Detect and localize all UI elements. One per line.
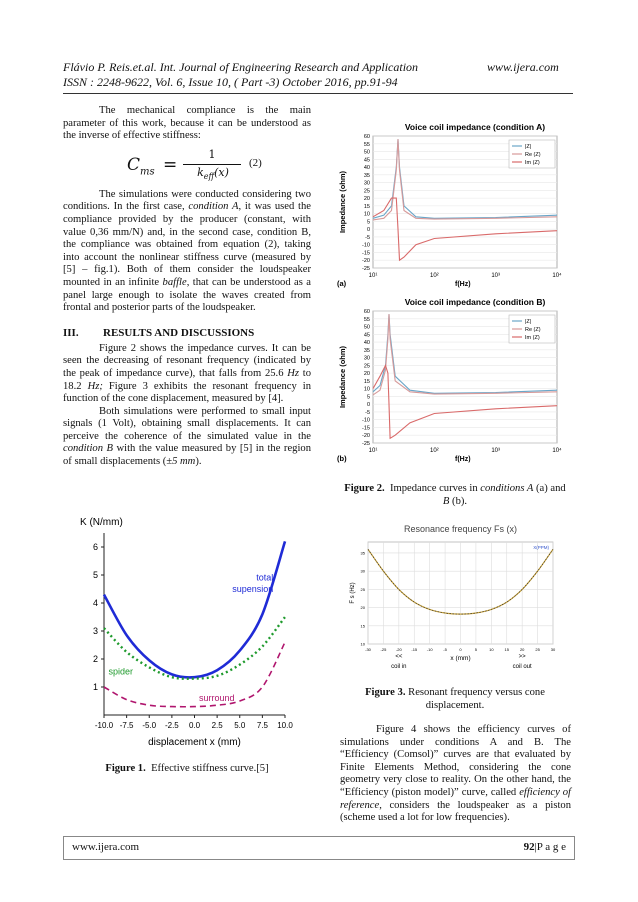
- y-tick-label: 50: [363, 149, 370, 156]
- figure-3-chart: [348, 520, 563, 680]
- eq-number: (2): [249, 156, 262, 169]
- x-tick-label: -10: [426, 647, 433, 652]
- y-tick-label: 50: [363, 324, 370, 331]
- x-tick-label: 5: [474, 647, 478, 652]
- figure-3-plot: [350, 524, 556, 670]
- annotation-spider: spider: [108, 666, 134, 677]
- annotation-right-arrows: >>: [518, 654, 526, 660]
- x-axis-label: displacement x (mm): [148, 737, 241, 748]
- series-total-supension-line: [104, 541, 285, 677]
- y-tick-label: 55: [363, 316, 370, 323]
- x-axis-label: x (mm): [450, 655, 471, 662]
- y-tick-label: -15: [362, 425, 370, 432]
- y-tick-label: 30: [360, 568, 365, 574]
- legend-label: Re (Z): [525, 152, 541, 158]
- y-tick-label: 25: [363, 188, 370, 195]
- figure-2a-chart: [335, 120, 565, 290]
- x-tick-label: 20: [519, 647, 525, 652]
- x-tick-label: -30: [365, 647, 371, 652]
- figure-3-caption: Figure 3. Resonant frequency versus cone displacement.: [365, 687, 545, 711]
- paragraph-efficiency: Figure 4 shows the efficiency curves of simulations under conditions A and B. The “Efficiency (Comsol)” curves are that evaluated by Finite Elements Method, considering the cone geometry very close to reality. On the other hand, the “Efficiency (piston model)” curve, called efficiency of reference, considers the loudspeaker as a piston (scheme used a lot for low frequencies).: [340, 724, 571, 824]
- y-tick-label: 60: [363, 309, 370, 315]
- x-axis-label: f(Hz): [455, 456, 471, 463]
- y-axis-label: F s (Hz): [350, 582, 356, 604]
- y-tick-label: 5: [366, 394, 370, 401]
- x-tick-label: 10³: [491, 448, 501, 454]
- x-tick-label: 10⁴: [552, 448, 562, 454]
- chart-title: Voice coil impedance (condition A): [404, 122, 546, 132]
- eq-denominator-arg: (x): [214, 165, 229, 179]
- y-tick-label: 0: [366, 402, 370, 409]
- y-tick-label: 1: [92, 682, 98, 692]
- eq-lhs-sub: ms: [140, 166, 155, 178]
- eq-denominator: k: [197, 165, 204, 179]
- equation-2: [63, 147, 311, 185]
- legend-label: |Z|: [525, 319, 532, 325]
- eq-lhs: C: [127, 154, 141, 175]
- annotation-surround: surround: [199, 693, 235, 703]
- y-tick-label: 25: [363, 363, 370, 370]
- y-tick-label: 4: [92, 598, 98, 608]
- section-heading: [63, 327, 311, 341]
- y-tick-label: -25: [362, 441, 370, 447]
- y-tick-label: 30: [363, 180, 370, 187]
- journal-title: Flávio P. Reis.et.al. Int. Journal of Engineering Research and Application: [63, 60, 419, 74]
- y-tick-label: -5: [365, 234, 370, 241]
- y-tick-label: 10: [360, 641, 365, 647]
- y-tick-label: 10: [363, 386, 370, 393]
- y-tick-label: 3: [92, 626, 98, 636]
- y-tick-label: 40: [363, 340, 370, 347]
- y-axis-label: Impedance (ohm): [338, 345, 347, 409]
- y-tick-label: 55: [363, 141, 370, 148]
- right-column-text: [340, 724, 571, 825]
- x-tick-label: 10²: [429, 448, 439, 454]
- panel-label: (b): [337, 454, 347, 463]
- annotation-left-arrows: <<: [395, 654, 403, 660]
- y-tick-label: 5: [366, 219, 370, 226]
- x-tick-label: -25: [380, 647, 387, 652]
- y-tick-label: -5: [365, 409, 370, 416]
- panel-label: (a): [337, 279, 347, 288]
- paragraph-results: Figure 2 shows the impedance curves. It can be seen the decreasing of resonant frequency (indicated by the peak of impedance curve), that falls from 25.6 Hz to 18.2 Hz; Figure 3 exhibits the resonant frequency in function of the cone displacement, measured by [4].: [63, 342, 312, 405]
- y-tick-label: 15: [363, 378, 370, 385]
- y-tick-label: 20: [363, 196, 370, 203]
- left-column: [63, 105, 311, 469]
- eq-fraction-bar: [183, 164, 241, 165]
- y-tick-label: 35: [363, 172, 370, 179]
- figure-1-chart: [80, 515, 300, 755]
- footer-url[interactable]: www.ijera.com: [72, 841, 140, 853]
- legend-label: |Z|: [525, 144, 532, 150]
- y-tick-label: 40: [363, 165, 370, 172]
- y-tick-label: 10: [363, 211, 370, 218]
- y-tick-label: -10: [362, 417, 370, 424]
- y-tick-label: 15: [363, 203, 370, 210]
- y-tick-label: 2: [92, 654, 98, 664]
- y-tick-label: 20: [360, 605, 365, 611]
- figure-2b-plot: [337, 297, 562, 463]
- chart-title: Resonance frequency Fs (x): [403, 524, 518, 534]
- x-tick-label: 10⁴: [552, 273, 562, 279]
- x-tick-label: 0.0: [188, 721, 201, 730]
- x-tick-label: -10.0: [94, 721, 114, 730]
- x-tick-label: 5.0: [234, 721, 246, 730]
- page-footer: [63, 836, 575, 860]
- eq-numerator: 1: [208, 147, 216, 161]
- x-tick-label: 10³: [491, 273, 501, 279]
- x-tick-label: 10²: [429, 273, 439, 279]
- legend-label: Im (Z): [525, 335, 540, 341]
- x-tick-label: 10¹: [368, 448, 378, 454]
- eq-equals: =: [163, 154, 178, 175]
- figure-1-caption: Figure 1. Effective stiffness curve.[5]: [105, 763, 269, 774]
- x-tick-label: 10: [489, 647, 494, 652]
- y-tick-label: 35: [360, 550, 365, 556]
- paragraph-small-signals: Both simulations were performed to small input signals (1 Volt), obtaining small displacements. It can perceive the coherence of the simulated value in the condition B with the value measured by [5] in the region of small displacements (±5 mm).: [63, 405, 311, 468]
- journal-url[interactable]: www.ijera.com: [487, 60, 559, 74]
- y-tick-label: -20: [362, 433, 370, 440]
- y-tick-label: -15: [362, 250, 370, 257]
- y-tick-label: -25: [362, 266, 370, 272]
- x-tick-label: 10.0: [277, 721, 293, 730]
- y-tick-label: -20: [362, 258, 370, 265]
- y-axis-label: K (N/mm): [80, 517, 123, 528]
- paragraph-compliance: The mechanical compliance is the main parameter of this work, because it can be understood as the inverse of effective stiffness:: [63, 105, 311, 142]
- chart-title: Voice coil impedance (condition B): [404, 297, 546, 307]
- x-tick-label: -5: [443, 647, 447, 652]
- legend-label: Im (Z): [525, 160, 540, 166]
- annotation-coil-in: coil in: [391, 664, 407, 670]
- x-tick-label: 15: [504, 647, 509, 652]
- x-tick-label: 30: [550, 647, 556, 652]
- y-tick-label: 6: [92, 542, 98, 552]
- y-tick-label: 60: [363, 134, 370, 140]
- y-tick-label: 20: [363, 371, 370, 378]
- x-tick-label: -5.0: [142, 721, 157, 730]
- x-axis-label: f(Hz): [455, 281, 471, 288]
- x-tick-label: 2.5: [211, 721, 223, 730]
- x-tick-label: 7.5: [256, 721, 268, 730]
- y-tick-label: 15: [360, 623, 365, 629]
- figure-2-caption: Figure 2. Impedance curves in conditions A (a) and B (b).: [344, 483, 566, 507]
- eq-denominator-sub: eff: [203, 171, 215, 181]
- x-tick-label: 25: [535, 647, 540, 652]
- x-tick-label: -20: [395, 647, 402, 652]
- page-number: 92|P a g e: [523, 841, 566, 853]
- legend-label: X(PPM): [533, 545, 549, 550]
- header-rule: [63, 93, 573, 94]
- y-tick-label: 5: [92, 570, 98, 580]
- legend-label: Re (Z): [525, 327, 541, 333]
- annotation-total: total: [256, 572, 274, 583]
- x-tick-label: -15: [411, 647, 418, 652]
- figure-2b-chart: [335, 295, 565, 470]
- section-number: III.: [63, 326, 79, 339]
- paragraph-conditions: The simulations were conducted considering two conditions. In the first case, condition A, it was used the compliance provided by the producer (constant, with value 0,36 mm/N) and, in the second case, condition B, the compliance was obtained from equation (2), taking into account the nonlinear stiffness curve (measured by [5] – fig.1). Both of them consider the loudspeaker mounted in an infinite baffle, that can be understood as a panel large enough to isolate the waves created from frontal and posterior parts of the loudspeaker.: [63, 188, 311, 314]
- x-tick-label: -2.5: [164, 721, 179, 730]
- journal-issn: ISSN : 2248-9622, Vol. 6, Issue 10, ( Part -3) October 2016, pp.91-94: [63, 75, 398, 89]
- y-tick-label: 25: [360, 586, 365, 592]
- annotation-supension: supension: [232, 583, 274, 594]
- y-tick-label: -10: [362, 242, 370, 249]
- y-tick-label: 30: [363, 355, 370, 362]
- x-tick-label: 10¹: [368, 273, 378, 279]
- y-tick-label: 45: [363, 157, 370, 164]
- figure-1-plot: [80, 517, 293, 748]
- y-tick-label: 45: [363, 332, 370, 339]
- y-axis-label: Impedance (ohm): [338, 170, 347, 234]
- section-title: RESULTS AND DISCUSSIONS: [103, 326, 255, 339]
- annotation-coil-out: coil out: [512, 664, 532, 670]
- x-tick-label: 0: [459, 647, 462, 652]
- y-tick-label: 35: [363, 347, 370, 354]
- x-tick-label: -7.5: [119, 721, 134, 730]
- y-tick-label: 0: [366, 227, 370, 234]
- figure-2a-plot: [337, 122, 562, 288]
